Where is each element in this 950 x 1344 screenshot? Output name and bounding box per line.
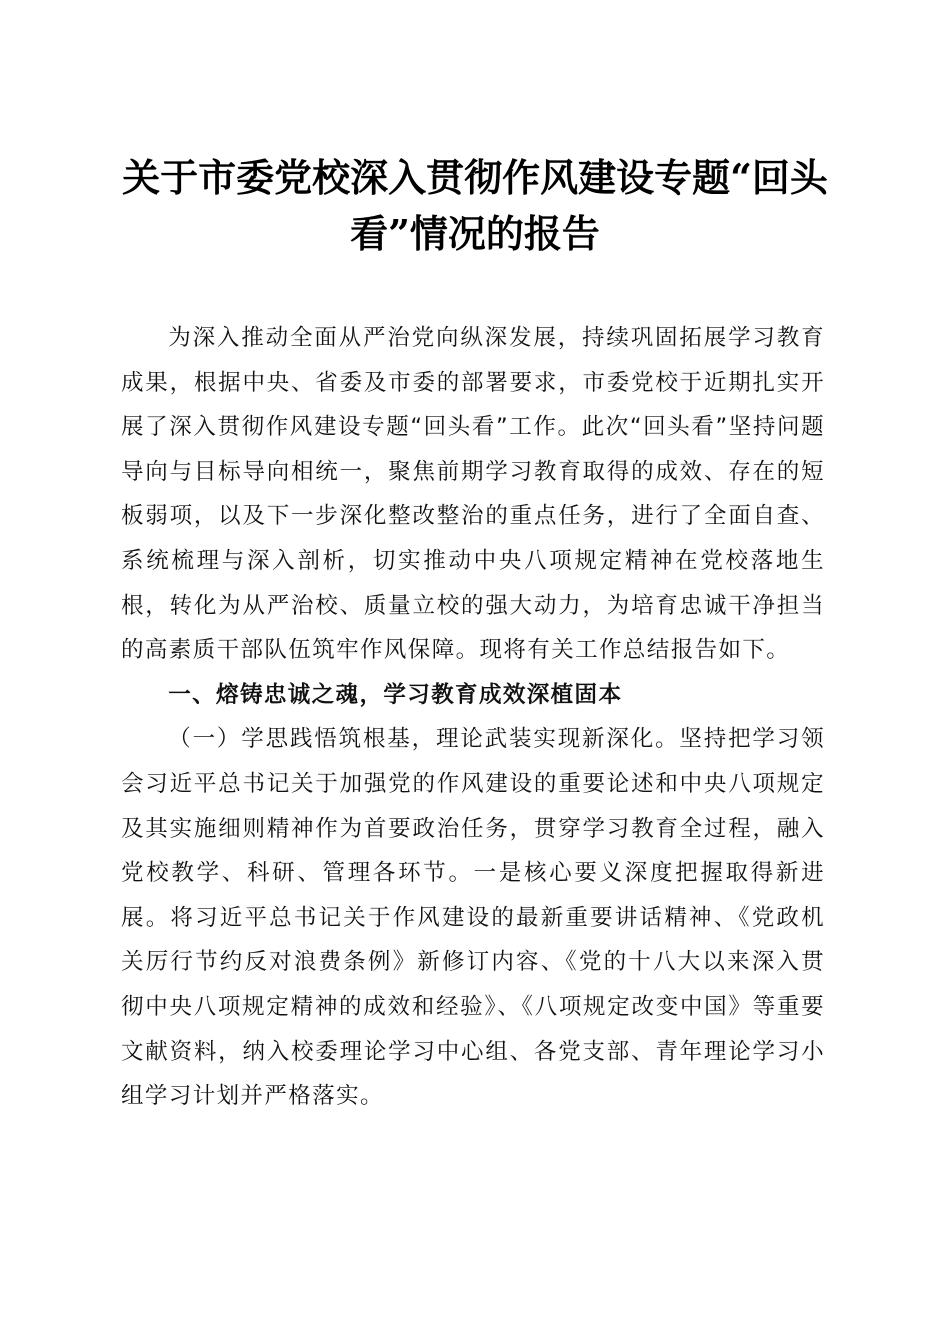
document-title — [110, 150, 840, 262]
title-line-1: 关于市委党校深入贯彻作风建设专题“回头 — [122, 155, 828, 200]
title-line-2: 看”情况的报告 — [350, 211, 600, 256]
section-heading: 一、熔铸忠诚之魂，学习教育成效深植固本 — [168, 681, 623, 708]
document-body — [121, 316, 825, 1119]
subsection-paragraph: （一）学思践悟筑根基，理论武装实现新深化。坚持把学习领会习近平总书记关于加强党的作风建设的重要论述和中央八项规定及其实施细则精神作为首要政治任务，贯穿学习教育全过程，融入党校教学、科研、管理各环节。一是核心要义深度把握取得新进展。将习近平总书记关于作风建设的最新重要讲话精神、《党政机关厉行节约反对浪费条例》新修订内容、《党的十八大以来深入贯彻中央八项规定精神的成效和经验》、《八项规定改变中国》等重要文献资料，纳入校委理论学习中心组、各党支部、青年理论学习小组学习计划并严格落实。 — [121, 726, 825, 1110]
intro-paragraph: 为深入推动全面从严治党向纵深发展，持续巩固拓展学习教育成果，根据中央、省委及市委的部署要求，市委党校于近期扎实开展了深入贯彻作风建设专题“回头看”工作。此次“回头看”坚持问题导向与目标导向相统一，聚焦前期学习教育取得的成效、存在的短板弱项，以及下一步深化整改整治的重点任务，进行了全面自查、系统梳理与深入剖析，切实推动中央八项规定精神在党校落地生根，转化为从严治校、质量立校的强大动力，为培育忠诚干净担当的高素质干部队伍筑牢作风保障。现将有关工作总结报告如下。 — [121, 325, 825, 664]
